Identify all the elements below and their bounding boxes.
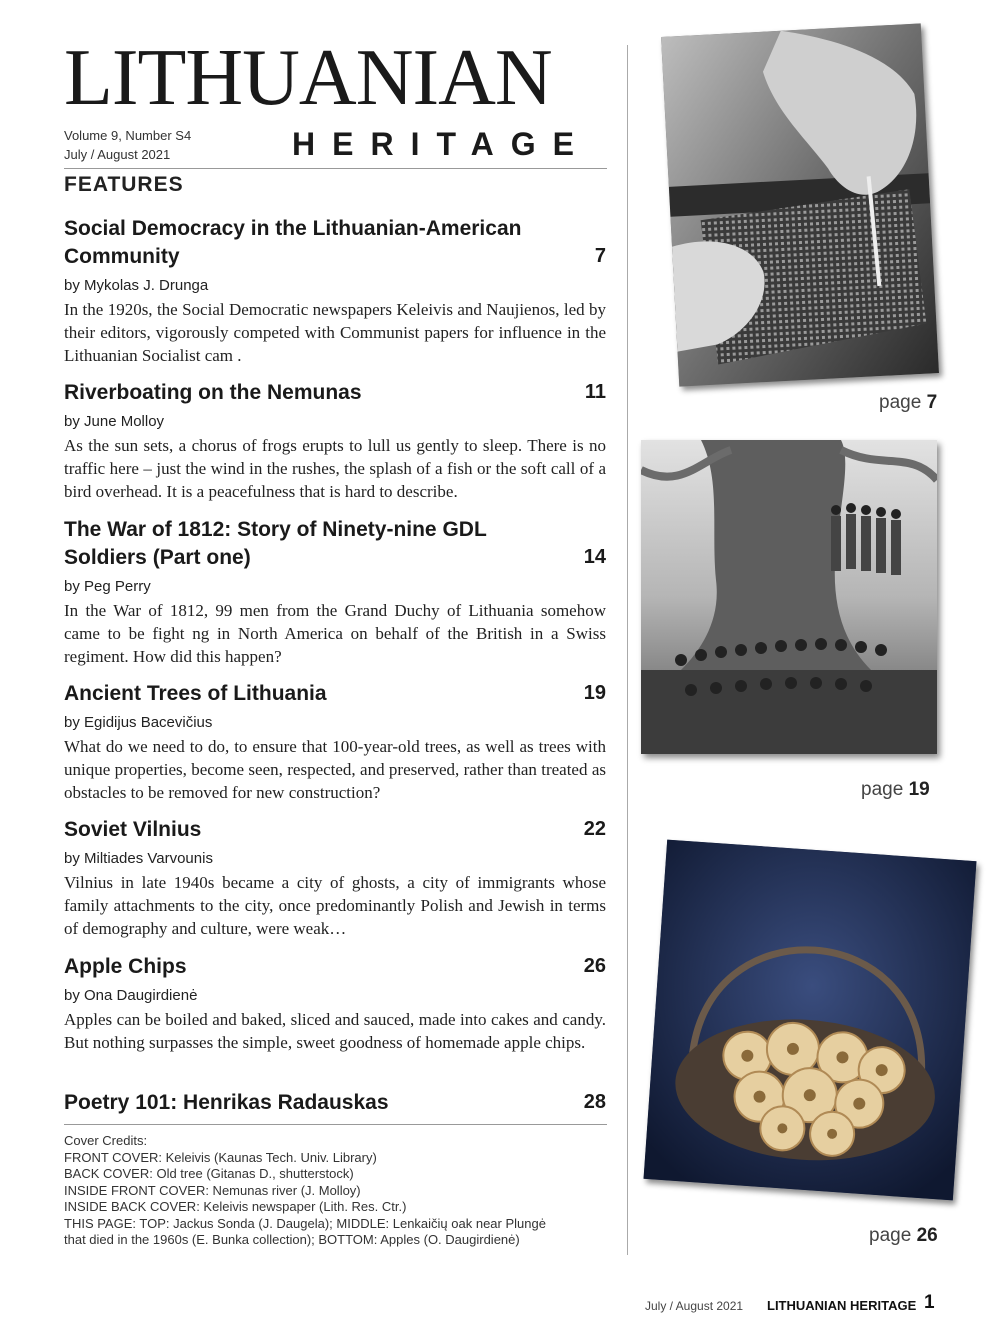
- article-title[interactable]: Riverboating on the Nemunas: [64, 381, 362, 404]
- article-author: by Miltiades Varvounis: [64, 850, 213, 867]
- credits-heading: Cover Credits:: [64, 1133, 148, 1148]
- article-title[interactable]: Poetry 101: Henrikas Radauskas: [64, 1091, 389, 1114]
- credits-divider: [64, 1124, 607, 1125]
- masthead-title: LITHUANIAN: [64, 34, 552, 122]
- article-page-number: 28: [583, 1091, 606, 1113]
- article-author: by Mykolas J. Drunga: [64, 277, 209, 294]
- credit-line: FRONT COVER: Keleivis (Kaunas Tech. Univ. Library): [64, 1149, 377, 1165]
- footer-date: July / August 2021: [645, 1299, 744, 1313]
- article-riverboating[interactable]: [64, 379, 606, 503]
- article-title[interactable]: The War of 1812: Story of Ninety-nine GDL Soldiers (Part one): [64, 518, 487, 569]
- article-social-democracy[interactable]: [64, 215, 606, 367]
- footer-page-number: 1: [924, 1292, 935, 1313]
- article-author: by Egidijus Bacevičius: [64, 714, 213, 731]
- article-author: by Peg Perry: [64, 578, 151, 595]
- credit-line: INSIDE BACK COVER: Keleivis newspaper (Lith. Res. Ctr.): [64, 1199, 407, 1214]
- article-poetry-101[interactable]: [64, 1089, 606, 1117]
- caption-page-7: page 7: [879, 392, 938, 413]
- photo-apple-chips-basket: [644, 840, 977, 1201]
- credit-line: BACK COVER: Old tree (Gitanas D., shutterstock): [64, 1166, 354, 1181]
- credit-line: INSIDE FRONT COVER: Nemunas river (J. Molloy): [64, 1182, 361, 1198]
- caption-page-19: page 19: [861, 779, 930, 800]
- oak-group-image: [641, 440, 937, 754]
- photo-printing-hands: [661, 23, 939, 386]
- article-summary: What do we need to do, to ensure that 100-year-old trees, as well as trees with unique properties, become seen, respected, and preserved, rather than treated as obstacles to be removed for new construction?: [64, 737, 606, 802]
- article-title[interactable]: Soviet Vilnius: [64, 818, 202, 841]
- article-title[interactable]: Apple Chips: [64, 955, 187, 978]
- article-summary: In the 1920s, the Social Democratic newspapers Keleivis and Naujienos, led by their editors, vigorously competed with Communist papers for influence in the Lithuanian Socialist cam .: [64, 300, 606, 365]
- article-page-number: 14: [583, 546, 606, 568]
- article-summary: Vilnius in late 1940s became a city of ghosts, a city of immigrants whose family attachments to the city, once predominantly Polish and Jewish in terms of demography and culture, were weak…: [64, 873, 606, 938]
- article-author: by Ona Daugirdienė: [64, 987, 198, 1004]
- article-summary: In the War of 1812, 99 men from the Grand Duchy of Lithuania somehow came to be fight ng in North America on behalf of the British in a Swiss regiment. How did this happen?: [64, 601, 606, 666]
- issue-volume: Volume 9, Number S4: [64, 128, 192, 143]
- article-title[interactable]: Social Democracy in the Lithuanian-American Community: [64, 217, 522, 268]
- article-summary: Apples can be boiled and baked, sliced and sauced, made into cakes and candy. But nothing surpasses the simple, sweet goodness of homemade apple chips.: [64, 1010, 606, 1052]
- article-page-number: 19: [583, 682, 606, 704]
- apple-chips-image: [644, 840, 977, 1201]
- article-page-number: 26: [583, 955, 606, 977]
- printing-hands-image: [661, 23, 939, 386]
- credit-line: THIS PAGE: TOP: Jackus Sonda (J. Daugela); MIDDLE: Lenkaičių oak near Plungė: [64, 1215, 546, 1231]
- masthead-subtitle: HERITAGE: [292, 126, 591, 162]
- article-author: by June Molloy: [64, 413, 165, 430]
- footer-publication-name: LITHUANIAN HERITAGE: [767, 1298, 917, 1313]
- article-title[interactable]: Ancient Trees of Lithuania: [64, 682, 327, 705]
- issue-date: July / August 2021: [64, 147, 171, 162]
- column-divider: [627, 45, 628, 1255]
- article-soviet-vilnius[interactable]: [64, 816, 606, 940]
- masthead-divider: [64, 168, 607, 169]
- article-war-of-1812[interactable]: [64, 516, 606, 668]
- article-ancient-trees[interactable]: [64, 680, 606, 804]
- article-apple-chips[interactable]: [64, 953, 606, 1054]
- cover-credits: [64, 1133, 609, 1249]
- article-summary: As the sun sets, a chorus of frogs erupts to lull us gently to sleep. There is no traffic here – just the wind in the rushes, the splash of a fish or the soft call of a bird overhead. It is a peacefulness that is hard to describe.: [64, 436, 606, 501]
- photo-old-oak-group: [641, 440, 937, 754]
- features-heading: FEATURES: [64, 173, 184, 196]
- credit-line: that died in the 1960s (E. Bunka collection); BOTTOM: Apples (O. Daugirdienė): [64, 1232, 520, 1247]
- article-page-number: 11: [584, 381, 606, 403]
- article-page-number: 22: [583, 818, 606, 840]
- caption-page-26: page 26: [869, 1225, 938, 1246]
- article-page-number: 7: [594, 245, 606, 267]
